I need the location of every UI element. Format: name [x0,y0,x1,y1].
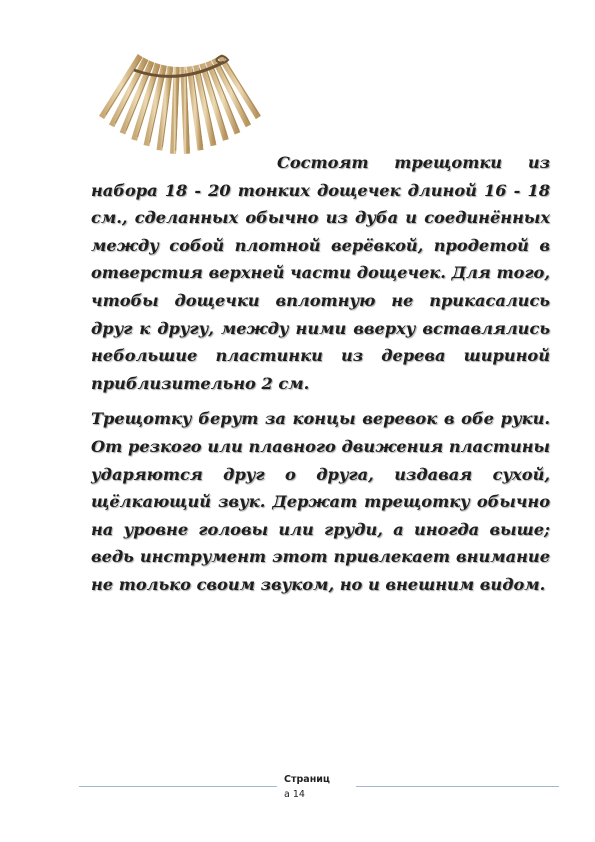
page-label-number: а 14 [284,789,305,800]
footer-rule-right [356,786,559,787]
page-label-word: Страниц [284,774,330,785]
main-text [91,149,550,599]
paragraph-composition: Состоят трещотки из набора 18 - 20 тонких дощечек длиной 16 - 18 см., сделанных обычно из дуба и соединённых между собой плотной верёвкой, продетой в отверстия верхней части дощечек. Для того, чтобы дощечки вплотную не прикасались друг к другу, между ними вверху вставлялись небольшие пластинки из дерева шириной приблизительно 2 см. [91,153,550,393]
page-number [284,772,350,802]
paragraph-usage: Трещотку берут за концы веревок в обе руки. От резкого или плавного движения пластины ударяются друг о друга, издавая сухой, щёлкающий звук. Держат трещотку обычно на уровне головы или груди, а иногда выше; ведь инструмент этот привлекает внимание не только своим звуком, но и внешним видом. [91,409,550,594]
wooden-slats [103,58,259,151]
footer-rule-left [79,786,277,787]
